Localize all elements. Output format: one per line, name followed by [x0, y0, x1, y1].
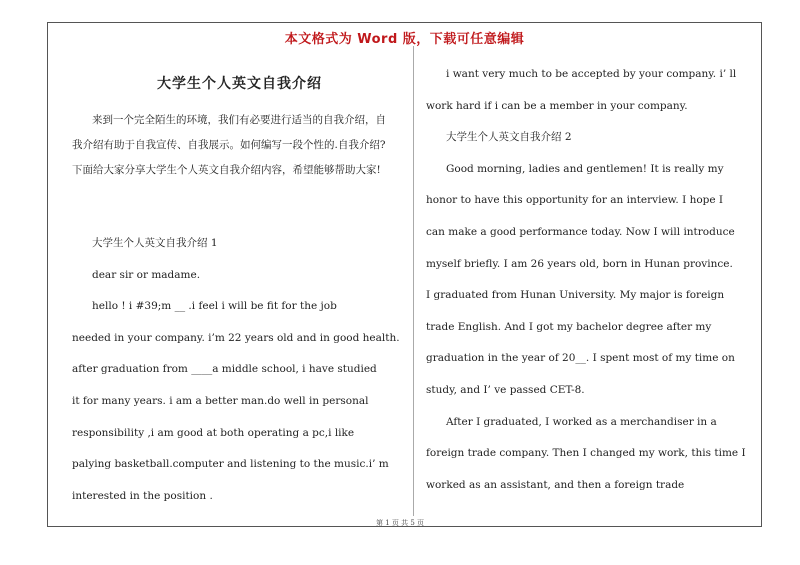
column-divider: [413, 46, 414, 516]
text-line: work hard if i can be a member in your company.: [426, 99, 688, 112]
text-line: I graduated from Hunan University. My major is foreign: [426, 289, 725, 302]
text-line: dear sir or madame.: [92, 268, 201, 281]
left-column: [72, 90, 407, 512]
text-line: 大学生个人英文自我介绍 2: [446, 131, 572, 144]
text-line: can make a good performance today. Now I will introduce: [426, 225, 735, 238]
text-line: honor to have this opportunity for an interview. I hope I: [426, 194, 724, 207]
left-body: [72, 228, 407, 512]
text-line: graduation in the year of 20__. I spent most of my time on: [426, 352, 735, 365]
text-line: it for many years. i am a better man.do well in personal: [72, 394, 369, 407]
page-title: 大学生个人英文自我介绍: [157, 76, 322, 92]
text-line: responsibility ,i am good at both operating a pc,i like: [72, 426, 355, 439]
intro-line: 我介绍有助于自我宣传、自我展示。如何编写一段个性的.自我介绍?: [72, 139, 386, 151]
text-line: myself briefly. I am 26 years old, born in Hunan province.: [426, 257, 733, 270]
text-line: foreign trade company. Then I changed my work, this time I: [426, 447, 746, 460]
text-line: trade English. And I got my bachelor degree after my: [426, 320, 712, 333]
text-line: 大学生个人英文自我介绍 1: [92, 237, 218, 249]
text-line: study, and I’ ve passed CET-8.: [426, 383, 585, 396]
text-line: worked as an assistant, and then a foreign trade: [426, 478, 685, 491]
text-line: palying basketball.computer and listening to the music.i’ m: [72, 458, 389, 471]
format-banner: 本文格式为 Word 版，下载可任意编辑: [284, 32, 525, 47]
right-column: [426, 59, 746, 501]
text-line: hello ! i #39;m __ .i feel i will be fit for the job: [92, 300, 337, 313]
text-line: after graduation from ____a middle school, i have studied: [72, 363, 377, 376]
right-body: [426, 59, 746, 501]
text-line: Good morning, ladies and gentlemen! It is really my: [446, 162, 724, 175]
text-line: needed in your company. i’m 22 years old and in good health.: [72, 331, 400, 344]
paragraph-gap: [72, 183, 407, 228]
text-line: i want very much to be accepted by your company. i’ ll: [446, 68, 737, 80]
text-line: After I graduated, I worked as a merchandiser in a: [446, 415, 717, 428]
intro-line: 下面给大家分享大学生个人英文自我介绍内容，希望能够帮助大家!: [72, 164, 381, 176]
intro-paragraph: [72, 108, 407, 183]
text-line: interested in the position .: [72, 489, 213, 502]
page-footer: 第 1 页 共 5 页: [375, 519, 425, 527]
intro-line: 来到一个完全陌生的环境，我们有必要进行适当的自我介绍，自: [92, 114, 386, 126]
